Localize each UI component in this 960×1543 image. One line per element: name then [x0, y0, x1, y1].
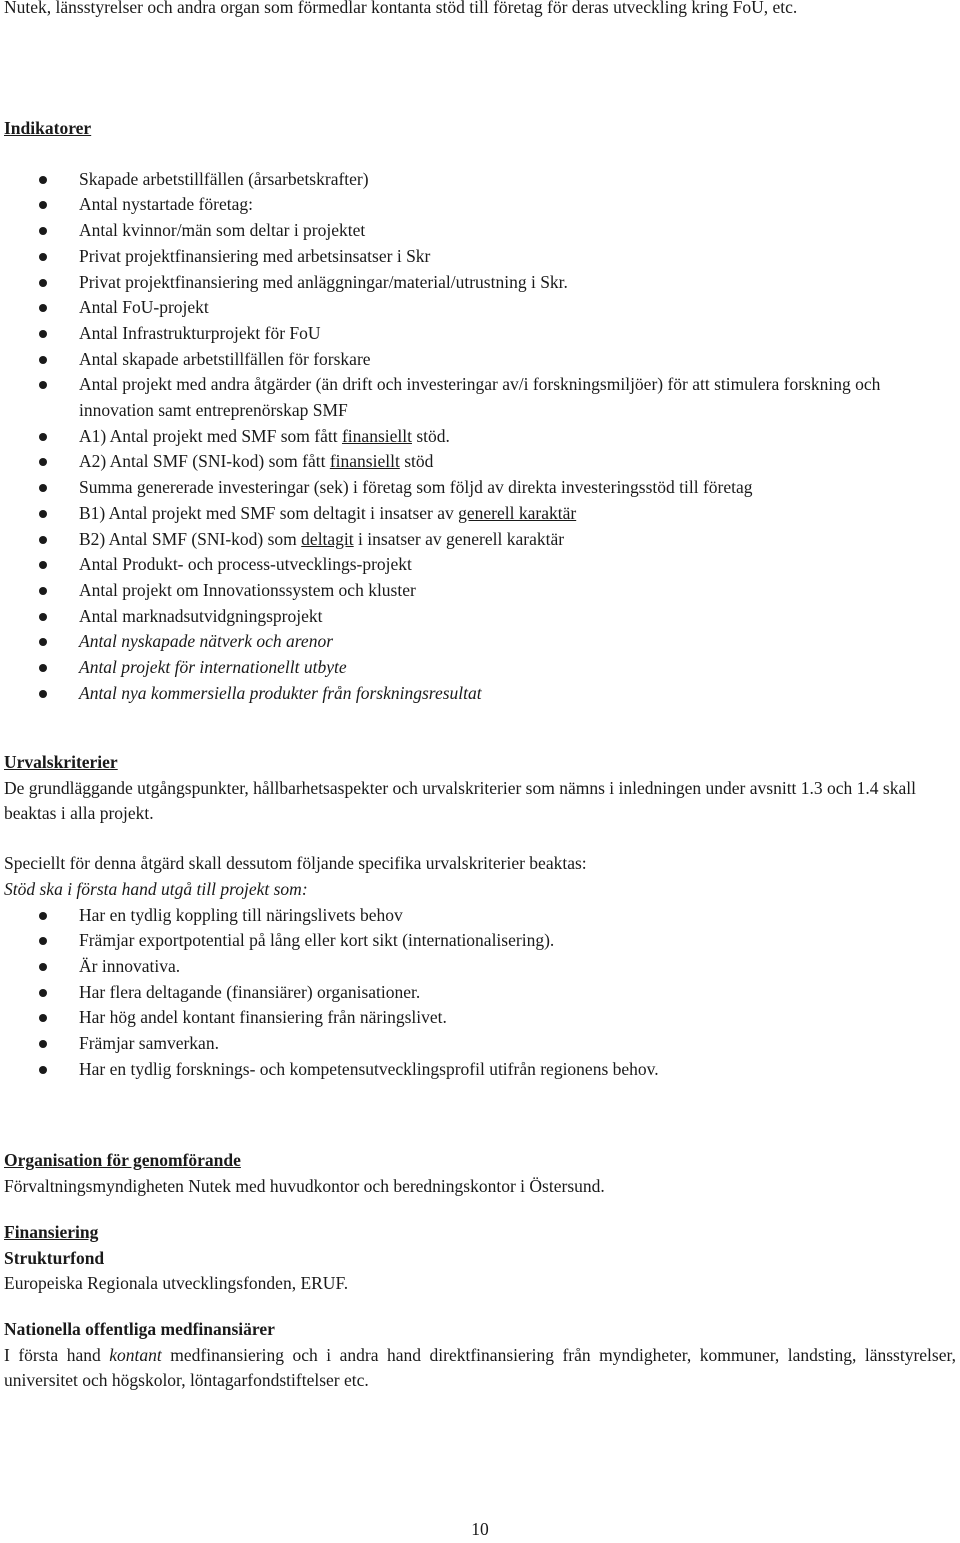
nationella-text — [4, 1343, 956, 1394]
indikator-item-underlined: finansiellt — [341, 425, 412, 446]
urval-list — [4, 903, 956, 1083]
indikator-item: Privat projektfinansiering med anläggningar/material/utrustning i Skr. — [4, 270, 956, 296]
intro-line: Nutek, länsstyrelser och andra organ som förmedlar kontanta stöd till företag för deras utveckling kring FoU, etc. — [4, 0, 798, 17]
indikator-item-text: stöd — [399, 451, 434, 472]
indikator-item: Antal skapade arbetstillfällen för forskare — [4, 347, 956, 373]
urval-italic-intro: Stöd ska i första hand utgå till projekt som: — [4, 878, 308, 899]
indikator-item-text: A2) Antal SMF (SNI-kod) som fått — [79, 451, 330, 472]
organisation-text: Förvaltningsmyndigheten Nutek med huvudkontor och beredningskontor i Östersund. — [4, 1175, 605, 1196]
indikator-item: Antal kvinnor/män som deltar i projektet — [4, 218, 956, 244]
indikator-item-underlined: finansiellt — [329, 451, 400, 472]
indikator-item — [4, 449, 956, 475]
urval-specific-intro: Speciellt för denna åtgärd skall dessutom följande specifika urvalskriterier beaktas: — [4, 853, 587, 874]
indikator-item — [4, 424, 956, 450]
urval-heading: Urvalskriterier — [4, 752, 118, 772]
indikator-item-text: B2) Antal SMF (SNI-kod) som — [79, 528, 302, 549]
indikator-item: Summa genererade investeringar (sek) i företag som följd av direkta investeringsstöd till företag — [4, 475, 956, 501]
urval-item: Har hög andel kontant finansiering från näringslivet. — [4, 1005, 956, 1031]
indikator-item: Antal projekt med andra åtgärder (än drift och investeringar av/i forskningsmiljöer) för att stimulera forskning och innovation samt entreprenörskap SMF — [4, 372, 956, 423]
indikator-item-underlined: deltagit — [301, 528, 354, 549]
finansiering-section — [4, 1220, 956, 1297]
indikator-item: Antal Produkt- och process-utvecklings-projekt — [4, 552, 956, 578]
urval-section — [4, 750, 956, 1082]
indikator-item-text: B1) Antal projekt med SMF som deltagit i insatser av — [79, 502, 459, 523]
urval-item: Har en tydlig koppling till näringslivets behov — [4, 903, 956, 929]
urval-item: Främjar samverkan. — [4, 1031, 956, 1057]
indikator-item: Antal FoU-projekt — [4, 295, 956, 321]
urval-item: Främjar exportpotential på lång eller kort sikt (internationalisering). — [4, 928, 956, 954]
indikator-item-text: i insatser av generell karaktär — [353, 528, 565, 549]
page-number: 10 — [471, 1519, 489, 1539]
finansiering-text: Europeiska Regionala utvecklingsfonden, ERUF. — [4, 1273, 349, 1294]
nationella-section — [4, 1317, 956, 1394]
indikator-item: Antal Infrastrukturprojekt för FoU — [4, 321, 956, 347]
strukturfond-heading: Strukturfond — [4, 1247, 105, 1268]
organisation-heading: Organisation för genomförande — [4, 1150, 241, 1170]
nationella-text-pre: I första hand — [4, 1344, 110, 1365]
indikatorer-list — [4, 167, 956, 707]
urval-item: Är innovativa. — [4, 954, 956, 980]
indikator-item: Privat projektfinansiering med arbetsinsatser i Skr — [4, 244, 956, 270]
indikator-item: Antal nya kommersiella produkter från forskningsresultat — [4, 681, 956, 707]
indikator-item-underlined: generell karaktär — [458, 502, 577, 523]
indikator-item: Skapade arbetstillfällen (årsarbetskrafter) — [4, 167, 956, 193]
nationella-text-post: medfinansiering och i andra hand direktfinansiering från myndigheter, kommuner, landsting, länsstyrelser, universitet och högskolor, löntagarfondstiftelser etc. — [4, 1344, 956, 1391]
finansiering-heading: Finansiering — [4, 1222, 99, 1242]
indikator-item — [4, 527, 956, 553]
nationella-text-italic: kontant — [109, 1344, 162, 1365]
indikator-item-text: A1) Antal projekt med SMF som fått — [79, 425, 342, 446]
organisation-section — [4, 1148, 956, 1199]
urval-item: Har en tydlig forsknings- och kompetensutvecklingsprofil utifrån regionens behov. — [4, 1057, 956, 1083]
nationella-heading: Nationella offentliga medfinansiärer — [4, 1319, 275, 1339]
indikator-item: Antal projekt för internationellt utbyte — [4, 655, 956, 681]
urval-paragraph: De grundläggande utgångspunkter, hållbarhetsaspekter och urvalskriterier som nämns i inledningen under avsnitt 1.3 och 1.4 skall beaktas i alla projekt. — [4, 777, 916, 824]
indikator-item: Antal projekt om Innovationssystem och kluster — [4, 578, 956, 604]
indikatorer-section — [4, 116, 956, 706]
indikator-item: Antal marknadsutvidgningsprojekt — [4, 604, 956, 630]
indikatorer-heading: Indikatorer — [4, 118, 92, 138]
indikator-item: Antal nyskapade nätverk och arenor — [4, 629, 956, 655]
indikator-item — [4, 501, 956, 527]
indikator-item-text: stöd. — [411, 425, 450, 446]
urval-item: Har flera deltagande (finansiärer) organisationer. — [4, 980, 956, 1006]
indikator-item: Antal nystartade företag: — [4, 192, 956, 218]
